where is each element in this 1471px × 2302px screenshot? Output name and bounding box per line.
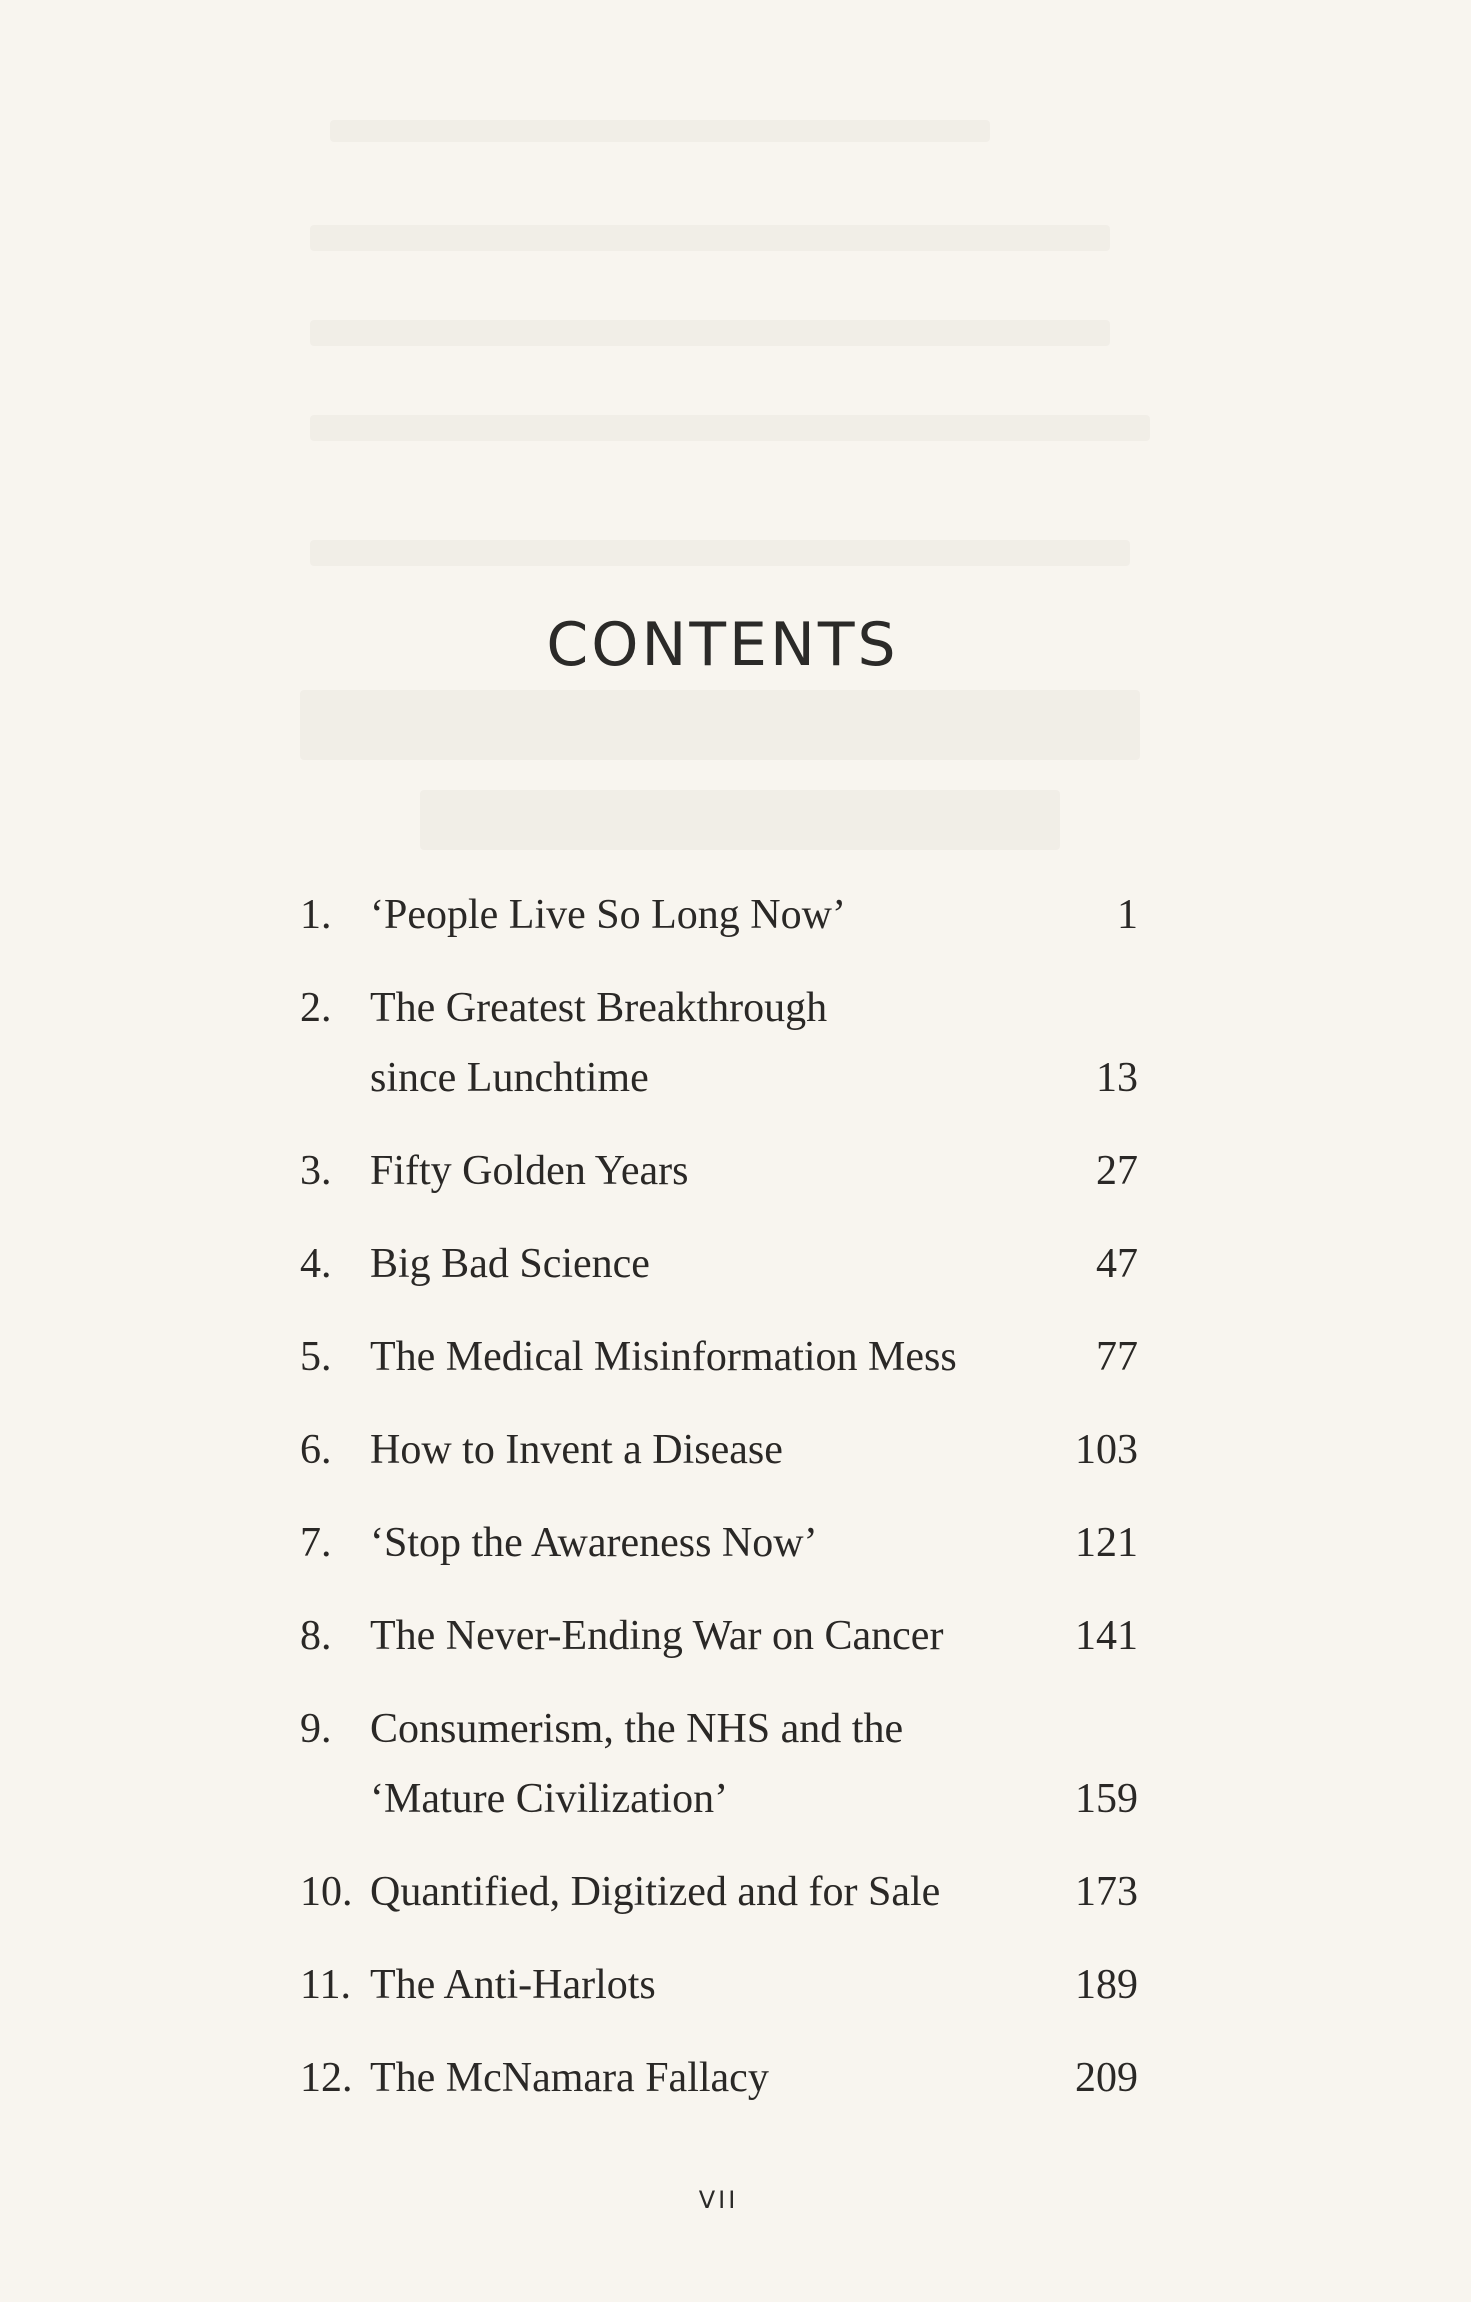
toc-entry: [300, 973, 1138, 1113]
show-through-mark: [420, 790, 1060, 850]
chapter-number: 12.: [300, 2055, 353, 2101]
chapter-number: 10.: [300, 1869, 353, 1915]
toc-entry: [300, 1508, 1138, 1578]
chapter-number: 1.: [300, 892, 332, 938]
chapter-title-line: ‘People Live So Long Now’: [370, 892, 846, 938]
chapter-title: [370, 1229, 1038, 1299]
toc-entry: [300, 1694, 1138, 1834]
toc-entry: [300, 1950, 1138, 2020]
chapter-number: 11.: [300, 1962, 351, 2008]
chapter-title-line: The McNamara Fallacy: [370, 2055, 769, 2101]
chapter-title: [370, 1136, 1038, 1206]
chapter-title-line: The Greatest Breakthrough: [370, 985, 828, 1031]
page-number: 1: [1117, 892, 1138, 938]
chapter-title-line: Quantified, Digitized and for Sale: [370, 1869, 941, 1915]
toc-entry: [300, 880, 1138, 950]
chapter-title: [370, 880, 1038, 950]
show-through-mark: [310, 540, 1130, 566]
toc-entry: [300, 1322, 1138, 1392]
show-through-mark: [300, 690, 1140, 760]
show-through-mark: [330, 120, 990, 142]
chapter-title-line: How to Invent a Disease: [370, 1427, 783, 1473]
page-number: 47: [1096, 1241, 1138, 1287]
chapter-title: [370, 1857, 1038, 1927]
chapter-title-line: The Anti-Harlots: [370, 1962, 656, 2008]
toc-entry: [300, 1136, 1138, 1206]
folio-page-number: VII: [698, 2186, 739, 2214]
chapter-number: 2.: [300, 985, 332, 1031]
toc-entry: [300, 1857, 1138, 1927]
chapter-title: [370, 1415, 1038, 1485]
chapter-title-line: Consumerism, the NHS and the: [370, 1706, 904, 1752]
page-number: 103: [1075, 1427, 1138, 1473]
page-number: 27: [1096, 1148, 1138, 1194]
show-through-mark: [310, 320, 1110, 346]
chapter-title: [370, 1601, 1038, 1671]
page-number: 121: [1075, 1520, 1138, 1566]
page-number: 77: [1096, 1334, 1138, 1380]
chapter-title-line: The Medical Misinformation Mess: [370, 1334, 957, 1380]
chapter-title: [370, 1694, 1038, 1834]
chapter-title: [370, 1950, 1038, 2020]
page-number: 13: [1096, 1055, 1138, 1101]
chapter-number: 9.: [300, 1706, 332, 1752]
chapter-title-line: Big Bad Science: [370, 1241, 650, 1287]
chapter-title-line: Fifty Golden Years: [370, 1148, 689, 1194]
chapter-title-line: ‘Stop the Awareness Now’: [370, 1520, 818, 1566]
show-through-mark: [310, 225, 1110, 251]
toc-entry: [300, 1229, 1138, 1299]
chapter-title-line: since Lunchtime: [370, 1055, 649, 1101]
chapter-title: [370, 2043, 1038, 2113]
chapter-number: 7.: [300, 1520, 332, 1566]
chapter-number: 8.: [300, 1613, 332, 1659]
page-title: CONTENTS: [546, 610, 899, 680]
page-number: 189: [1075, 1962, 1138, 2008]
chapter-title-line: ‘Mature Civilization’: [370, 1776, 729, 1822]
show-through-mark: [310, 415, 1150, 441]
page-number: 141: [1075, 1613, 1138, 1659]
chapter-number: 6.: [300, 1427, 332, 1473]
toc-entry: [300, 2043, 1138, 2113]
chapter-title: [370, 1508, 1038, 1578]
chapter-title: [370, 1322, 1038, 1392]
table-of-contents: [300, 880, 1138, 2136]
chapter-number: 3.: [300, 1148, 332, 1194]
chapter-number: 5.: [300, 1334, 332, 1380]
chapter-title: [370, 973, 1038, 1113]
page-number: 173: [1075, 1869, 1138, 1915]
chapter-number: 4.: [300, 1241, 332, 1287]
page-number: 209: [1075, 2055, 1138, 2101]
toc-entry: [300, 1601, 1138, 1671]
toc-entry: [300, 1415, 1138, 1485]
page-number: 159: [1075, 1776, 1138, 1822]
chapter-title-line: The Never-Ending War on Cancer: [370, 1613, 944, 1659]
